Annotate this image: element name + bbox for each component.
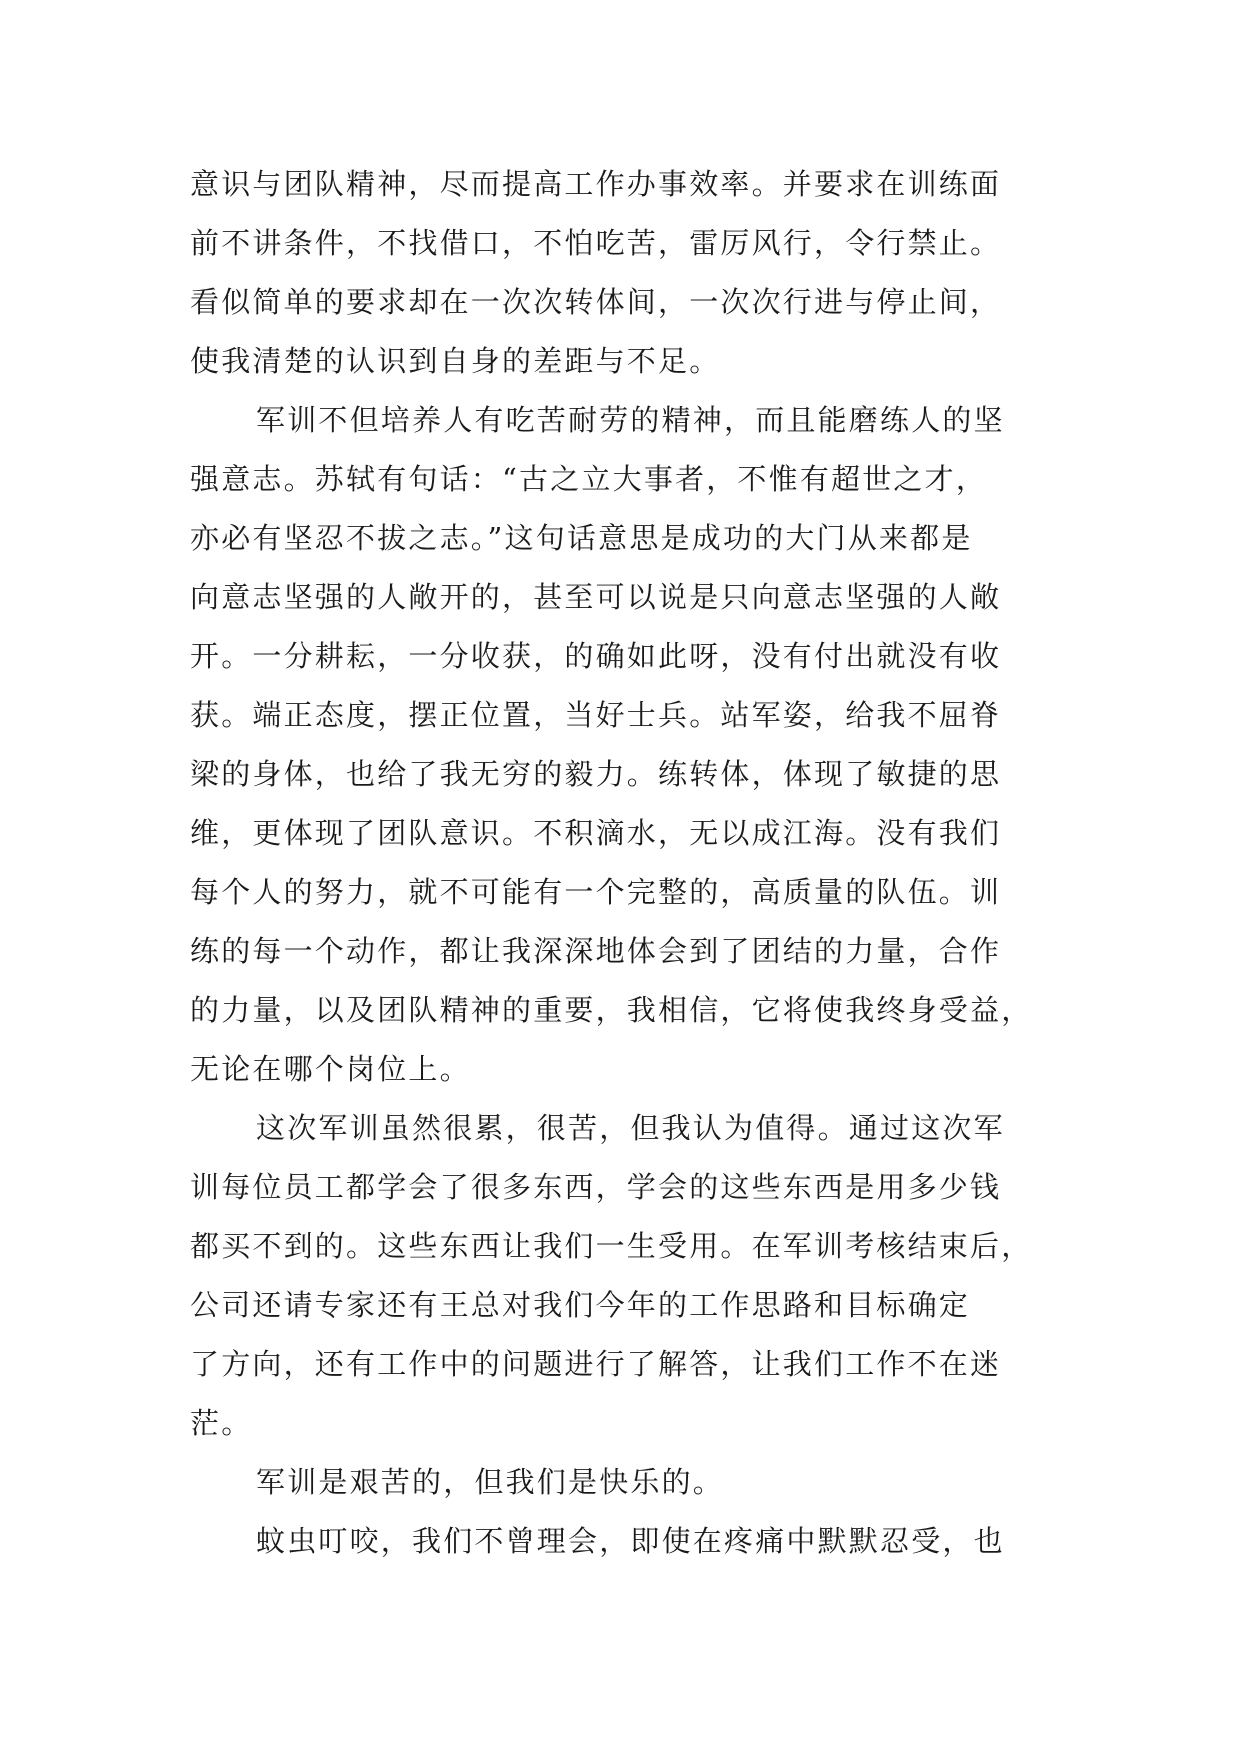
text-line: 看似简单的要求却在一次次转体间，一次次行进与停止间，	[190, 285, 1002, 319]
text-line: 梁的身体，也给了我无穷的毅力。练转体，体现了敏捷的思	[190, 757, 1002, 791]
text-line: 无论在哪个岗位上。	[190, 1052, 471, 1086]
text-line: 维，更体现了团队意识。不积滴水，无以成江海。没有我们	[190, 816, 1002, 850]
text-line: 都买不到的。这些东西让我们一生受用。在军训考核结束后，	[190, 1229, 1033, 1263]
text-line: 公司还请专家还有王总对我们今年的工作思路和目标确定	[190, 1288, 971, 1322]
document-body	[190, 155, 1070, 1571]
paragraph-first-line: 蚊虫叮咬，我们不曾理会，即使在疼痛中默默忍受，也	[256, 1524, 1005, 1558]
text-line: 前不讲条件，不找借口，不怕吃苦，雷厉风行，令行禁止。	[190, 226, 1002, 260]
text-line: 训每位员工都学会了很多东西，学会的这些东西是用多少钱	[190, 1170, 1002, 1204]
text-line: 了方向，还有工作中的问题进行了解答，让我们工作不在迷	[190, 1347, 1002, 1381]
text-line: 强意志。苏轼有句话：“古之立大事者，不惟有超世之才，	[190, 462, 988, 496]
paragraph-first-line: 军训是艰苦的，但我们是快乐的。	[256, 1465, 725, 1499]
paragraph-first-line: 这次军训虽然很累，很苦，但我认为值得。通过这次军	[256, 1111, 1005, 1145]
text-line: 的力量，以及团队精神的重要，我相信，它将使我终身受益，	[190, 993, 1033, 1027]
text-line: 每个人的努力，就不可能有一个完整的，高质量的队伍。训	[190, 875, 1002, 909]
text-line: 使我清楚的认识到自身的差距与不足。	[190, 344, 721, 378]
text-line: 开。一分耕耘，一分收获，的确如此呀，没有付出就没有收	[190, 639, 1002, 673]
text-line: 茫。	[190, 1406, 253, 1440]
text-line: 意识与团队精神，尽而提高工作办事效率。并要求在训练面	[190, 167, 1002, 201]
text-line: 亦必有坚忍不拔之志。”这句话意思是成功的大门从来都是	[190, 521, 973, 555]
paragraph-first-line: 军训不但培养人有吃苦耐劳的精神，而且能磨练人的坚	[256, 403, 1005, 437]
text-line: 练的每一个动作，都让我深深地体会到了团结的力量，合作	[190, 934, 1002, 968]
text-line: 获。端正态度，摆正位置，当好士兵。站军姿，给我不屈脊	[190, 698, 1002, 732]
text-line: 向意志坚强的人敞开的，甚至可以说是只向意志坚强的人敞	[190, 580, 1002, 614]
